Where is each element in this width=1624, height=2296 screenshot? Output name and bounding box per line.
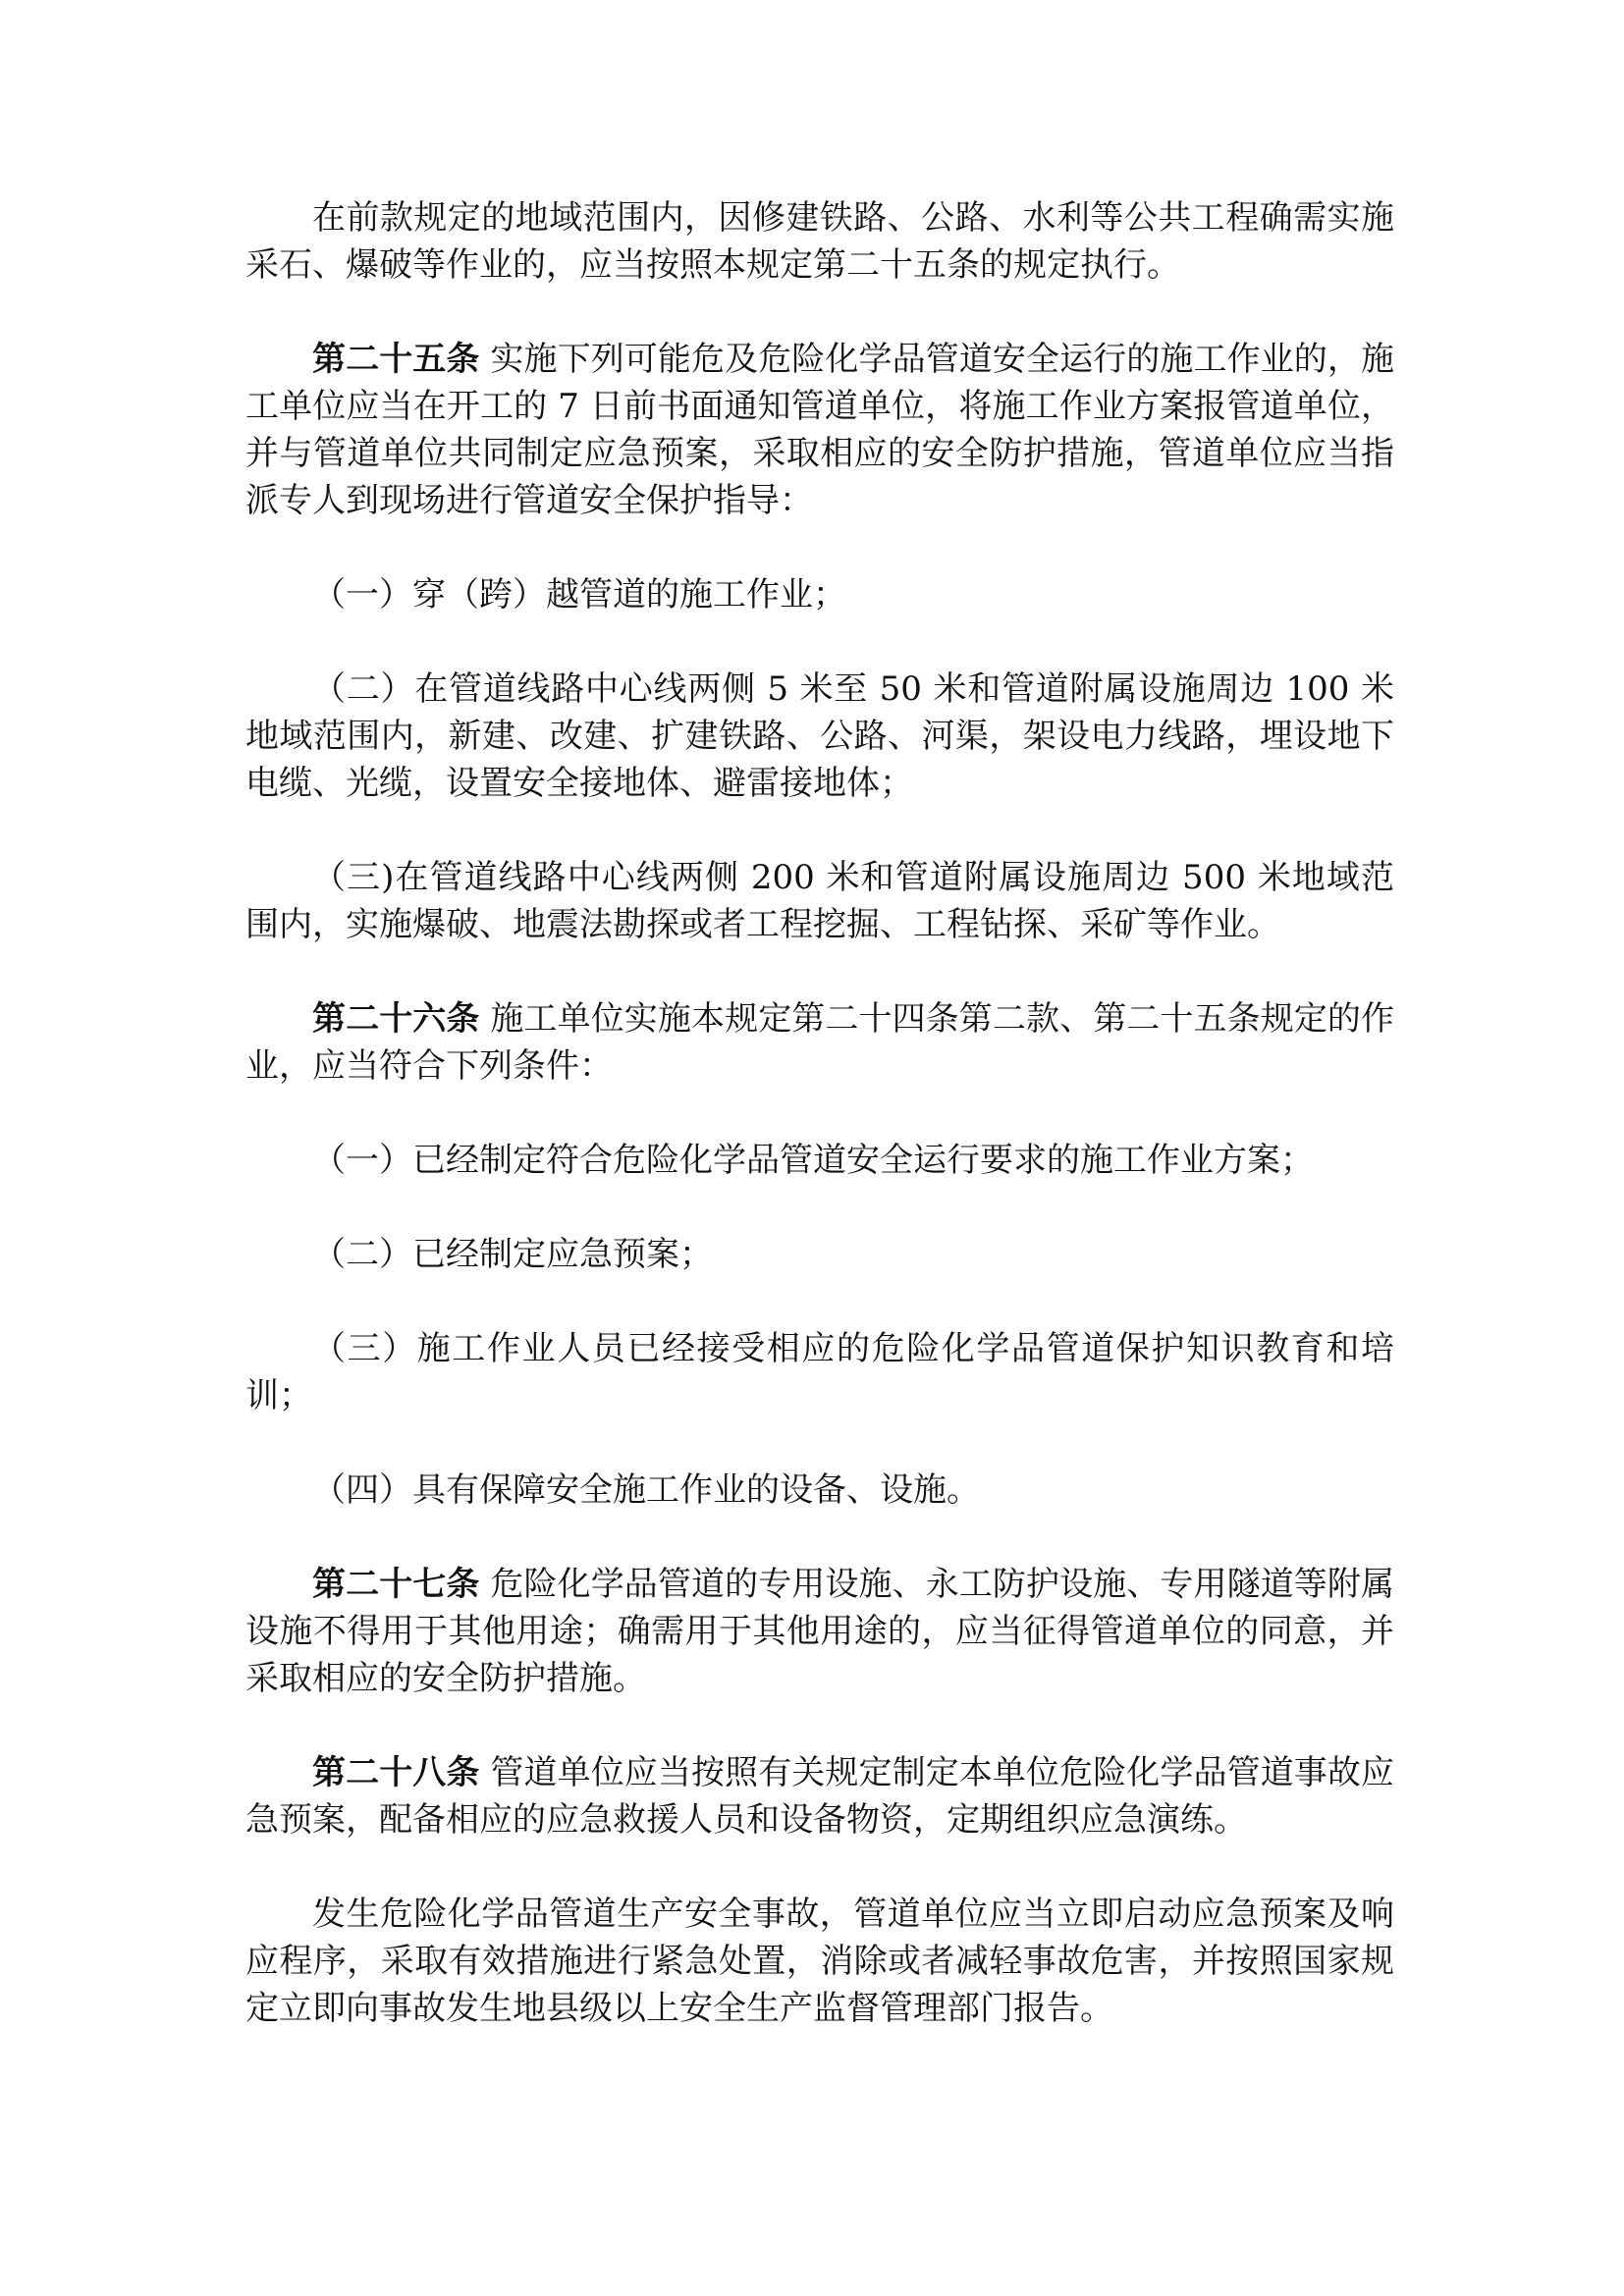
paragraph-text: 管道单位应当按照有关规定制定本单位危险化学品管道事故应急预案，配备相应的应急救援人员和设备物资，定期组织应急演练。 bbox=[245, 1753, 1394, 1840]
paragraph-text: （二）在管道线路中心线两侧 5 米至 50 米和管道附属设施周边 100 米地域范围内，新建、改建、扩建铁路、公路、河渠，架设电力线路，埋设地下电缆、光缆，设置安全接地体、避雷接地体； bbox=[245, 669, 1394, 803]
paragraph-text: （二）已经制定应急预案； bbox=[312, 1235, 713, 1274]
paragraph-text: 在前款规定的地域范围内，因修建铁路、公路、水利等公共工程确需实施采石、爆破等作业的，应当按照本规定第二十五条的规定执行。 bbox=[245, 198, 1394, 285]
paragraph-text: （一）已经制定符合危险化学品管道安全运行要求的施工作业方案； bbox=[312, 1141, 1314, 1180]
paragraph-text: （三)在管道线路中心线两侧 200 米和管道附属设施周边 500 米地域范围内，实施爆破、地震法勘探或者工程挖掘、工程钻探、采矿等作业。 bbox=[245, 858, 1394, 944]
paragraph-text: （三）施工作业人员已经接受相应的危险化学品管道保护知识教育和培训； bbox=[245, 1329, 1394, 1415]
article-label: 第二十五条 bbox=[312, 340, 480, 379]
document-body bbox=[245, 194, 1394, 2079]
paragraph-text: （一）穿（跨）越管道的施工作业； bbox=[312, 575, 846, 614]
article-28 bbox=[245, 1749, 1394, 1843]
paragraph-text: 实施下列可能危及危险化学品管道安全运行的施工作业的，施工单位应当在开工的 7 日前书面通知管道单位，将施工作业方案报管道单位，并与管道单位共同制定应急预案，采取相应的安全防护措施，管道单位应当指派专人到现场进行管道安全保护指导： bbox=[245, 340, 1394, 520]
list-item-26-2 bbox=[245, 1231, 1394, 1278]
paragraph-1 bbox=[245, 194, 1394, 289]
paragraph-13 bbox=[245, 1891, 1394, 2032]
list-item-25-3 bbox=[245, 854, 1394, 948]
paragraph-text: 危险化学品管道的专用设施、永工防护设施、专用隧道等附属设施不得用于其他用途；确需用于其他用途的，应当征得管道单位的同意，并采取相应的安全防护措施。 bbox=[245, 1565, 1394, 1698]
article-26 bbox=[245, 995, 1394, 1090]
article-label: 第二十八条 bbox=[312, 1753, 480, 1792]
list-item-26-1 bbox=[245, 1137, 1394, 1184]
article-25 bbox=[245, 336, 1394, 524]
paragraph-text: （四）具有保障安全施工作业的设备、设施。 bbox=[312, 1470, 980, 1510]
article-label: 第二十六条 bbox=[312, 999, 480, 1039]
article-label: 第二十七条 bbox=[312, 1565, 480, 1604]
list-item-25-1 bbox=[245, 571, 1394, 618]
list-item-25-2 bbox=[245, 666, 1394, 807]
article-27 bbox=[245, 1561, 1394, 1702]
list-item-26-3 bbox=[245, 1325, 1394, 1419]
list-item-26-4 bbox=[245, 1467, 1394, 1514]
paragraph-text: 发生危险化学品管道生产安全事故，管道单位应当立即启动应急预案及响应程序，采取有效措施进行紧急处置，消除或者减轻事故危害，并按照国家规定立即向事故发生地县级以上安全生产监督管理部门报告。 bbox=[245, 1895, 1394, 2028]
paragraph-text: 施工单位实施本规定第二十四条第二款、第二十五条规定的作业，应当符合下列条件： bbox=[245, 999, 1394, 1086]
